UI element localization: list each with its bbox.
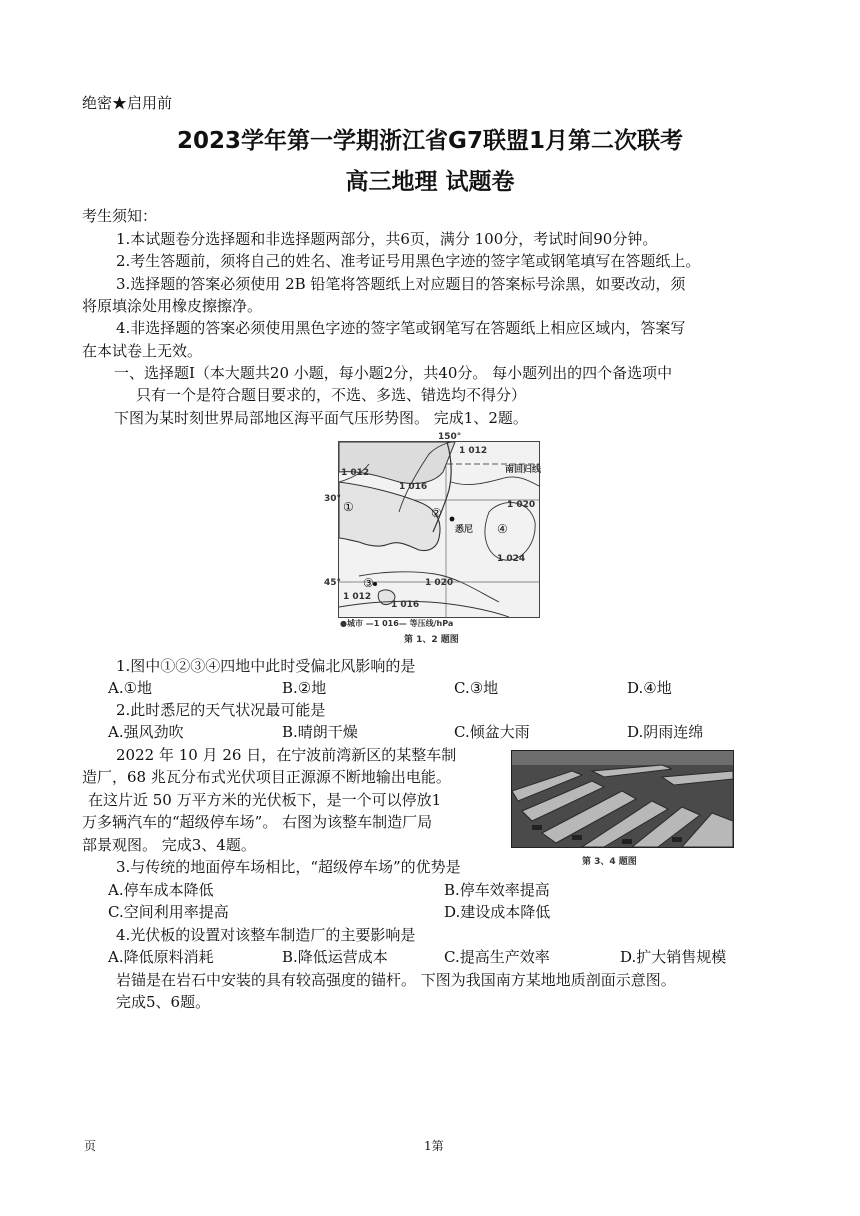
section-heading: 一、选择题Ⅰ（本大题共20 小题，每小题2分，共40分。 每小题列出的四个备选项中 bbox=[114, 364, 673, 382]
isobar-label: 1 020 bbox=[425, 578, 454, 588]
notice-item: 4.非选择题的答案必须使用黑色字迹的签字笔或钢笔写在答题纸上相应区域内，答案写 bbox=[116, 319, 686, 337]
isobar-label: 1 012 bbox=[341, 468, 370, 478]
notice-item: 在本试卷上无效。 bbox=[82, 342, 203, 360]
question-stem: 3.与传统的地面停车场相比，“超级停车场”的优势是 bbox=[116, 858, 461, 876]
page-number: 1第 bbox=[424, 1139, 444, 1153]
question-stem: 4.光伏板的设置对该整车制造厂的主要影响是 bbox=[116, 926, 416, 944]
passage-line: 岩锚是在岩石中安装的具有较高强度的锚杆。 下图为我国南方某地地质剖面示意图。 bbox=[116, 971, 676, 989]
option: A.①地 bbox=[108, 679, 153, 697]
passage-line: 完成5、6题。 bbox=[116, 993, 211, 1011]
point-marker: ④ bbox=[497, 522, 508, 536]
section-heading-cont: 只有一个是符合题目要求的，不选、多选、错选均不得分） bbox=[136, 386, 527, 404]
tropic-label: 南回归线 bbox=[505, 465, 542, 475]
option: B.停车效率提高 bbox=[444, 881, 550, 899]
notice-heading: 考生须知： bbox=[82, 207, 158, 225]
option: B.降低运营成本 bbox=[282, 948, 388, 966]
secret-label: 绝密★启用前 bbox=[82, 94, 173, 112]
isobar-label: 1 024 bbox=[497, 554, 526, 564]
passage-line: 万多辆汽车的“超级停车场”。 右图为该整车制造厂局 bbox=[82, 813, 433, 831]
option: A.停车成本降低 bbox=[108, 881, 214, 899]
latitude-label: 30° bbox=[324, 494, 342, 504]
city-label: 悉尼 bbox=[455, 525, 474, 535]
option: D.扩大销售规模 bbox=[620, 948, 727, 966]
passage-line: 在这片近 50 万平方米的光伏板下，是一个可以停放1 bbox=[88, 791, 442, 809]
notice-item: 1.本试题卷分选择题和非选择题两部分，共6页，满分 100分，考试时间90分钟。 bbox=[116, 230, 658, 248]
isobar-label: 1 016 bbox=[399, 482, 428, 492]
question-stem: 2.此时悉尼的天气状况最可能是 bbox=[116, 701, 326, 719]
notice-item: 将原填涂处用橡皮擦擦净。 bbox=[82, 297, 263, 315]
notice-item: 2.考生答题前，须将自己的姓名、准考证号用黑色字迹的签字笔或钢笔填写在答题纸上。 bbox=[116, 252, 701, 270]
option: D.建设成本降低 bbox=[444, 903, 551, 921]
isobar-label: 1 020 bbox=[507, 500, 536, 510]
photo-caption: 第 3、4 题图 bbox=[582, 857, 637, 867]
solar-carport-photo bbox=[511, 750, 734, 848]
notice-item: 3.选择题的答案必须使用 2B 铅笔将答题纸上对应题目的答案标号涂黑，如要改动，须 bbox=[116, 275, 686, 293]
latitude-label: 45° bbox=[324, 578, 342, 588]
isobar-label: 1 016 bbox=[391, 600, 420, 610]
page-subtitle: 高三地理 试题卷 bbox=[345, 169, 515, 195]
pressure-map bbox=[338, 441, 540, 618]
map-caption: 第 1、2 题图 bbox=[404, 635, 459, 645]
point-marker: ③ bbox=[363, 576, 374, 590]
isobar-label: 1 012 bbox=[459, 446, 488, 456]
option: C.③地 bbox=[454, 679, 499, 697]
map-intro: 下图为某时刻世界局部地区海平面气压形势图。 完成1、2题。 bbox=[114, 409, 528, 427]
option: C.提高生产效率 bbox=[444, 948, 550, 966]
point-marker: ② bbox=[431, 506, 442, 520]
option: C.空间利用率提高 bbox=[108, 903, 229, 921]
option: B.②地 bbox=[282, 679, 327, 697]
point-marker: ① bbox=[343, 500, 354, 514]
passage-line: 部景观图。 完成3、4题。 bbox=[82, 836, 256, 854]
passage-line: 2022 年 10 月 26 日，在宁波前湾新区的某整车制 bbox=[116, 746, 457, 764]
option: A.降低原料消耗 bbox=[108, 948, 214, 966]
option: D.④地 bbox=[627, 679, 672, 697]
passage-line: 造厂，68 兆瓦分布式光伏项目正源源不断地输出电能。 bbox=[82, 768, 451, 786]
option: C.倾盆大雨 bbox=[454, 723, 530, 741]
footer-left: 页 bbox=[84, 1139, 97, 1153]
option: A.强风劲吹 bbox=[108, 723, 184, 741]
solar-carport-drawing bbox=[512, 751, 733, 847]
isobar-label: 1 012 bbox=[343, 592, 372, 602]
question-stem: 1.图中①②③④四地中此时受偏北风影响的是 bbox=[116, 657, 416, 675]
longitude-label: 150° bbox=[438, 432, 462, 442]
option: D.阴雨连绵 bbox=[627, 723, 704, 741]
page-title: 2023学年第一学期浙江省G7联盟1月第二次联考 bbox=[177, 128, 683, 154]
option: B.晴朗干燥 bbox=[282, 723, 358, 741]
map-legend: ●城市 —1 016— 等压线/hPa bbox=[340, 619, 454, 628]
